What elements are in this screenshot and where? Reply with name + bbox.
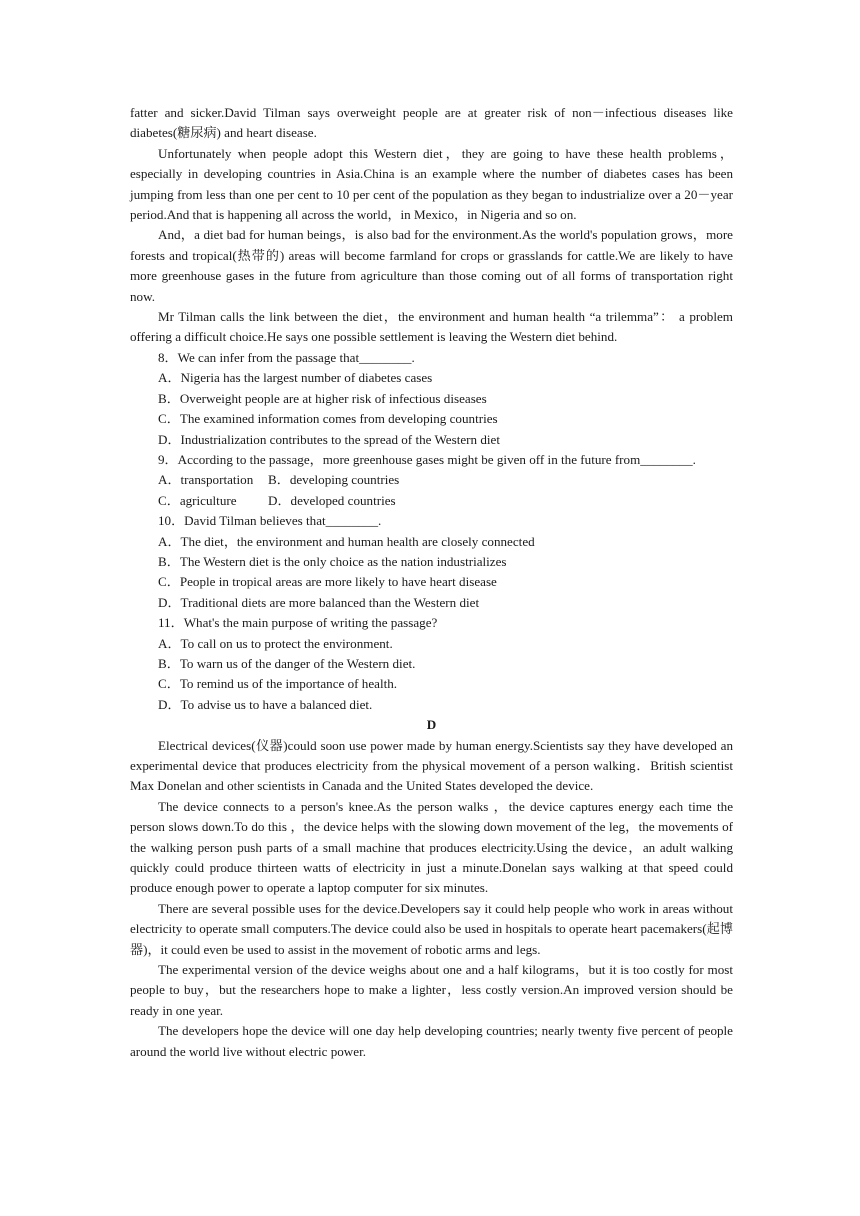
question-8-stem: 8．We can infer from the passage that________.	[158, 349, 415, 365]
question-8-option-d: D．Industrialization contributes to the spread of the Western diet	[158, 431, 500, 447]
question-8-option-c: C．The examined information comes from developing countries	[158, 411, 498, 427]
passage-c-paragraph: fatter and sicker.David Tilman says overweight people are at greater risk of non－infectious diseases like diabetes(糖尿病) and heart disease.	[130, 105, 733, 141]
passage-d-paragraph: Electrical devices(仪器)could soon use power made by human energy.Scientists say they have developed an experimental device that produces electricity from the physical movement of a person walking．British scientist Max Donelan and other scientists in Canada and the United States developed the device.	[130, 737, 733, 794]
question-9-stem: 9．According to the passage，more greenhouse gases might be given off in the future from________.	[158, 451, 696, 467]
question-11-option-b: B．To warn us of the danger of the Western diet.	[158, 655, 416, 671]
question-8-option-a: A．Nigeria has the largest number of diabetes cases	[158, 370, 433, 386]
passage-c-paragraph: Unfortunately when people adopt this Western diet，they are going to have these health problems，especially in developing countries in Asia.China is an example where the number of diabetes cases has been jumping from less than one per cent to 10 per cent of the population as they began to industrialize over a 20－year period.And that is happening all across the world，in Mexico，in Nigeria and so on.	[130, 145, 733, 223]
passage-d-paragraph: There are several possible uses for the device.Developers say it could help people who work in areas without electricity to operate small computers.The device could also be used in hospitals to operate heart pacemakers(起博器)，it could even be used to assist in the movement of robotic arms and legs.	[130, 900, 733, 957]
passage-c-paragraph: Mr Tilman calls the link between the diet，the environment and human health “a trilemma”： a problem offering a difficult choice.He says one possible settlement is leaving the Western diet behind.	[130, 309, 733, 345]
passage-c-paragraph: And，a diet bad for human beings，is also bad for the environment.As the world's population grows，more forests and tropical(热带的) areas will become farmland for crops or grasslands for cattle.We are likely to have more greenhouse gases in the future from agriculture than those coming out of all forms of transportation right now.	[130, 227, 733, 304]
question-10-option-b: B．The Western diet is the only choice as the nation industrializes	[158, 553, 507, 569]
document-page	[130, 103, 733, 1062]
question-11-option-c: C．To remind us of the importance of health.	[158, 676, 398, 692]
passage-d-paragraph: The developers hope the device will one day help developing countries; nearly twenty five percent of people around the world live without electric power.	[130, 1023, 733, 1059]
question-11-option-a: A．To call on us to protect the environment.	[158, 635, 393, 651]
question-10-option-a: A．The diet，the environment and human health are closely connected	[158, 533, 535, 549]
question-10-option-c: C．People in tropical areas are more likely to have heart disease	[158, 574, 497, 590]
passage-d-paragraph: The device connects to a person's knee.As the person walks ，the device captures energy each time the person slows down.To do this ，the device helps with the slowing down movement of the leg，the movements of the walking person push parts of a small machine that produces electricity.Using the device，an adult walking quickly could produce thirteen watts of electricity in just a minute.Donelan says walking at that speed could produce enough power to operate a laptop computer for six minutes.	[130, 798, 733, 896]
question-9-option-b: B．developing countries	[268, 472, 400, 488]
question-9-option-d: D．developed countries	[268, 492, 396, 508]
question-10-option-d: D．Traditional diets are more balanced than the Western diet	[158, 594, 480, 610]
question-9-options-row-1	[130, 470, 733, 490]
passage-d-paragraph: The experimental version of the device weighs about one and a half kilograms，but it is too costly for most people to buy，but the researchers hope to make a lighter，less costly version.An improved version should be ready in one year.	[130, 962, 733, 1018]
question-9-option-a: A．transportation	[158, 472, 254, 488]
question-11-option-d: D．To advise us to have a balanced diet.	[158, 696, 373, 712]
question-10-stem: 10．David Tilman believes that________.	[158, 513, 382, 529]
question-9-options-row-2	[130, 491, 733, 511]
question-11-stem: 11．What's the main purpose of writing the passage?	[158, 615, 438, 631]
question-9-option-c: C．agriculture	[158, 492, 237, 508]
passage-d-title: D	[426, 717, 437, 733]
question-8-option-b: B．Overweight people are at higher risk of infectious diseases	[158, 390, 487, 406]
